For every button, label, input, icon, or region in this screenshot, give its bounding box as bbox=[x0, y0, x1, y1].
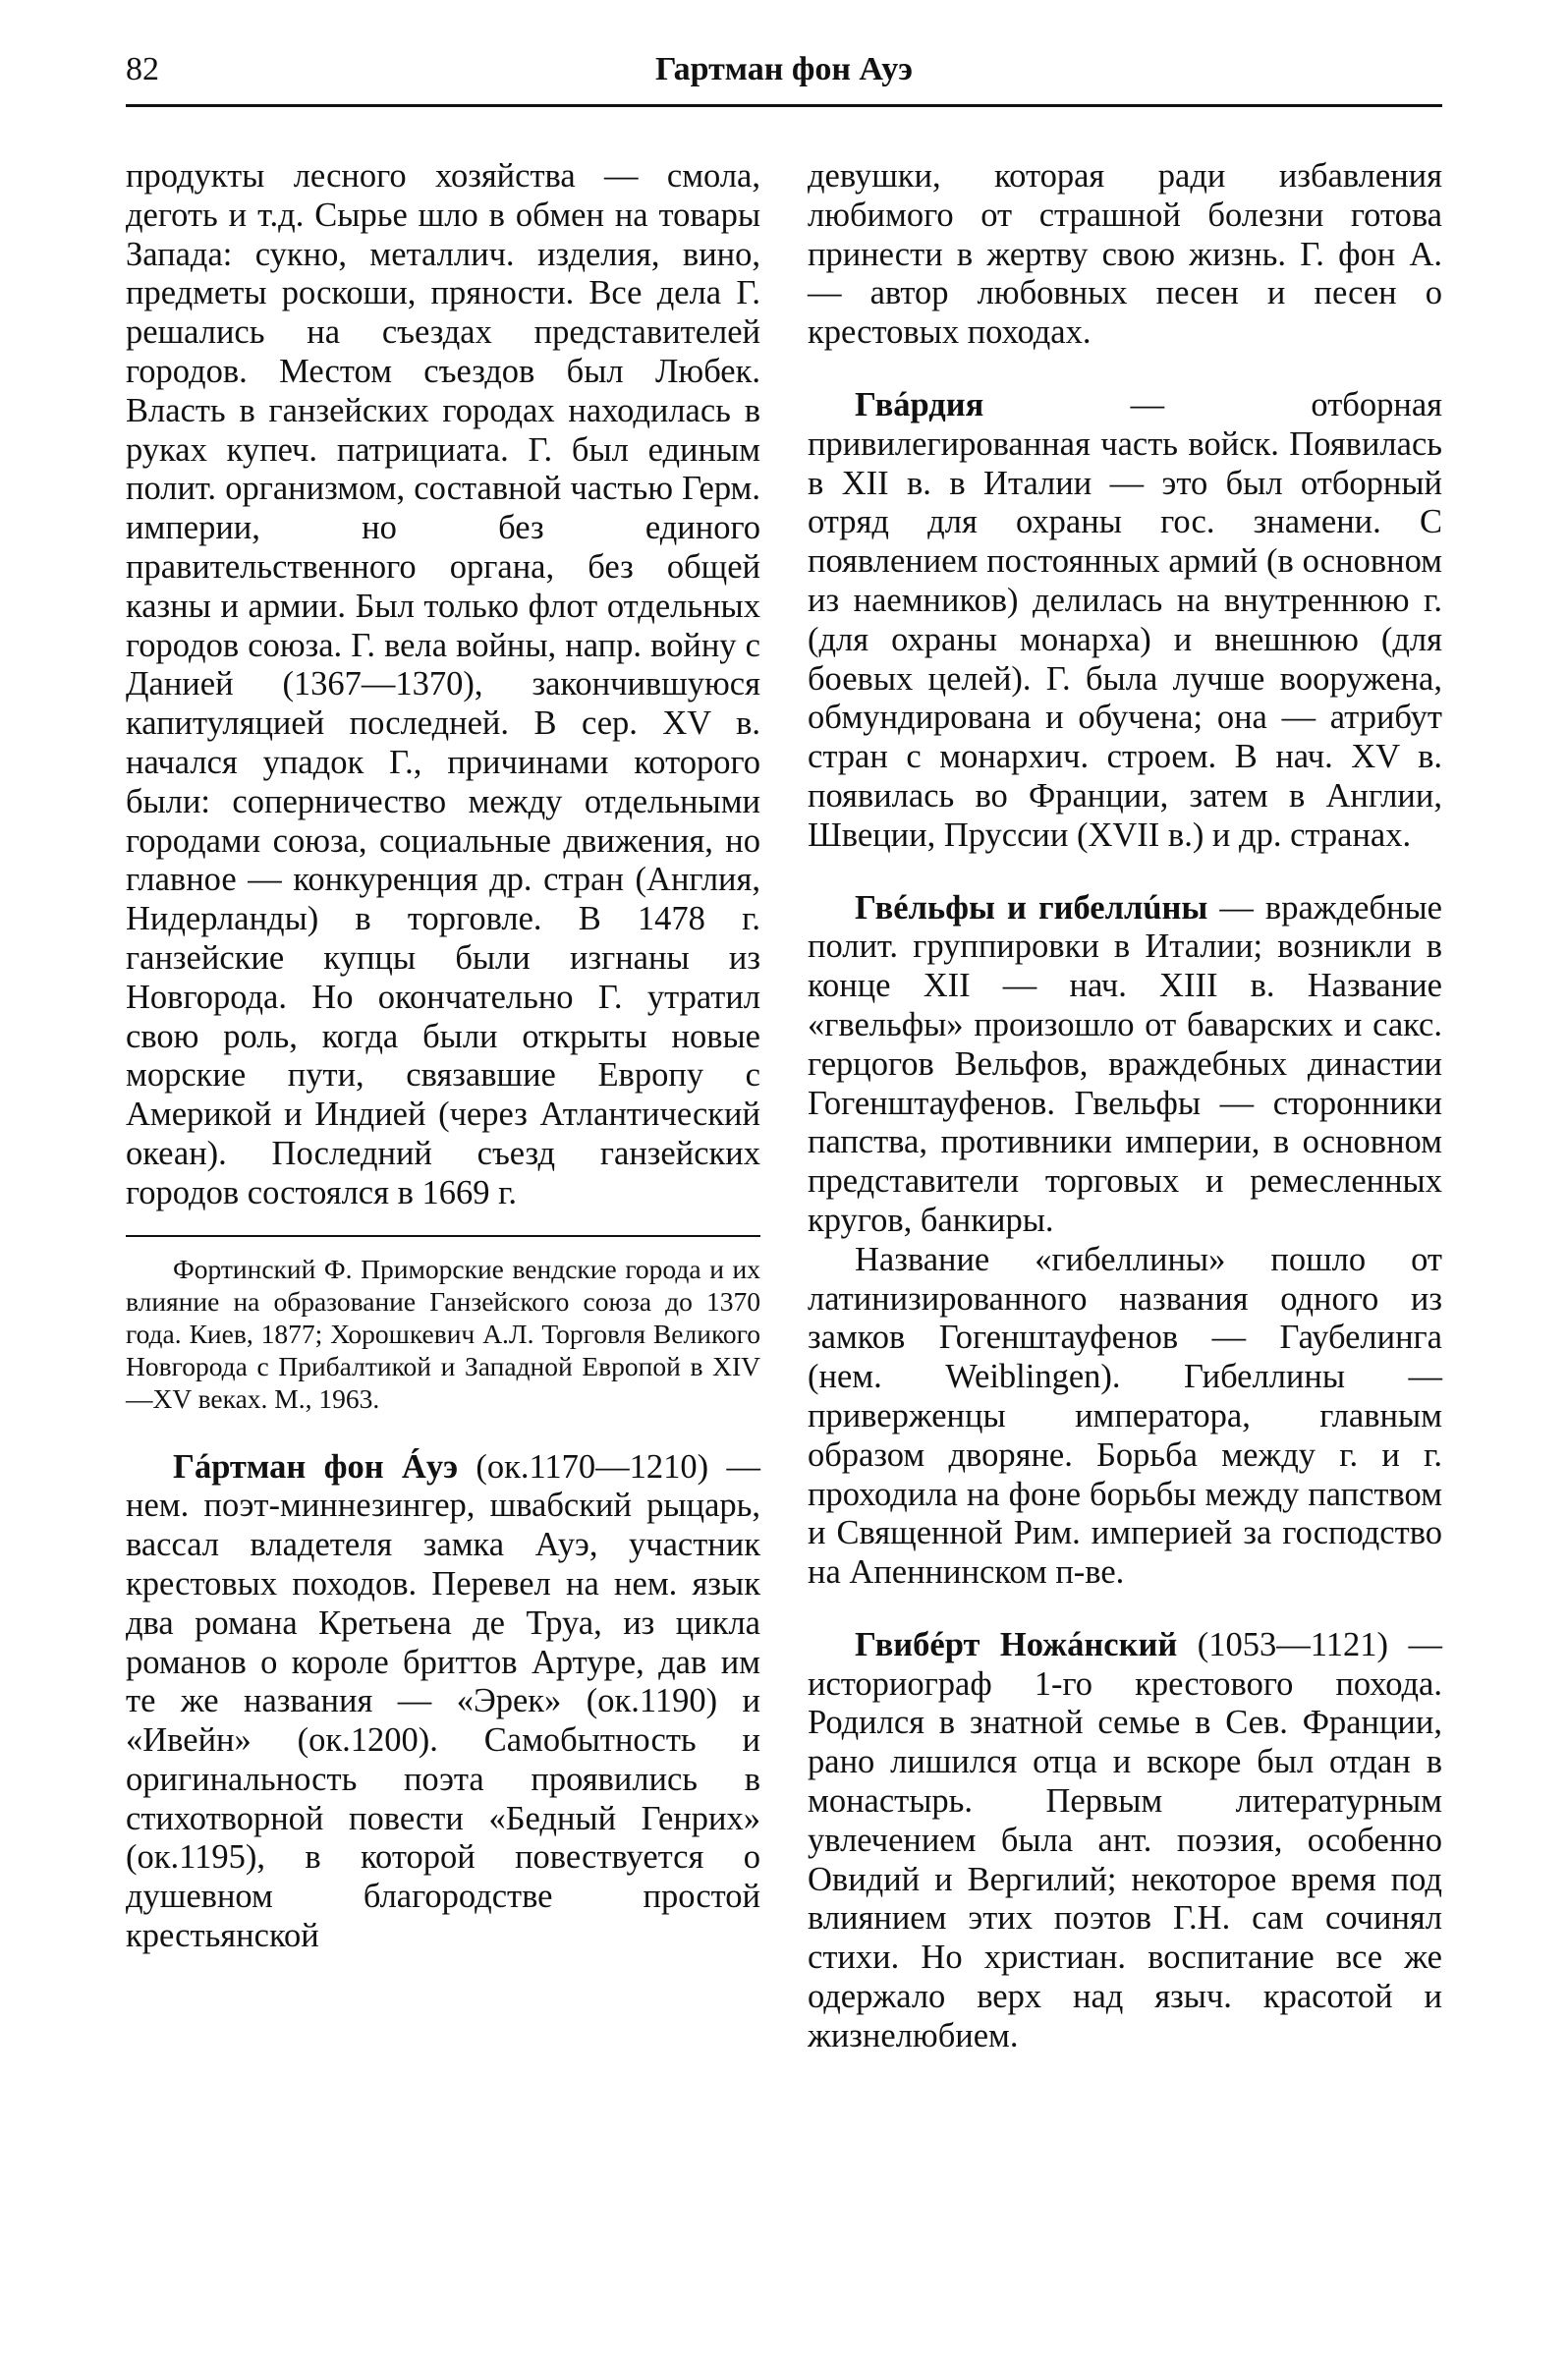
entry-guard-text: — отборная привилегированная часть войск. Появилась в XII в. в Италии — это был отборный отряд для охраны гос. знамени. С появлением постоянных армий (в основном из наемников) делилась на внутреннюю г. (для охраны монарха) и внешнюю (для боевых целей). Г. была лучше вооружена, обмундирована и обучена; она — атрибут стран с монархич. строем. В нач. XV в. появилась во Франции, затем в Англии, Швеции, Пруссии (XVII в.) и др. странах. bbox=[808, 385, 1442, 854]
literature-references: Фортинский Ф. Приморские вендские города и их влияние на образование Ганзейского союза до 1370 года. Киев, 1877; Хорошкевич А.Л. Торговля Великого Новгорода с Прибалтикой и Западной Европой в XIV—XV веках. М., 1963. bbox=[126, 1253, 760, 1414]
entry-hartmann bbox=[126, 1448, 760, 1956]
entry-hartmann-text: (ок.1170—1210) — нем. поэт-миннезингер, швабский рыцарь, вассал владетеля замка Ауэ, участник крестовых походов. Перевел на нем. язык два романа Кретьена де Труа, из цикла романов о короле бриттов Артуре, дав им те же названия — «Эрек» (ок.1190) и «Ивейн» (ок.1200). Самобытность и оригинальность поэта проявились в стихотворной повести «Бедный Генрих» (ок.1195), в которой повествуется о душевном благородстве простой крестьянской bbox=[126, 1447, 760, 1955]
running-title: Гартман фон Ауэ bbox=[655, 51, 913, 87]
entry-hartmann-term: Гáртман фон Áуэ bbox=[173, 1447, 458, 1486]
entry-guard bbox=[808, 386, 1442, 856]
left-column bbox=[126, 157, 760, 1956]
hansa-continuation: продукты лесного хозяйства — смола, деготь и т.д. Сырье шло в обмен на товары Запада: сукно, металлич. изделия, вино, предметы роскоши, пряности. Все дела Г. решались на съездах представителей городов. Местом съездов был Любек. Власть в ганзейских городах находилась в руках купеч. патрициата. Г. был единым полит. организмом, составной частью Герм. империи, но без единого правительственного органа, без общей казны и армии. Был только флот отдельных городов союза. Г. вела войны, напр. войну с Данией (1367—1370), закончившуюся капитуляцией последней. В сер. XV в. начался упадок Г., причинами которого были: соперничество между отдельными городами союза, социальные движения, но главное — конкуренция др. стран (Англия, Нидерланды) в торговле. В 1478 г. ганзейские купцы были изгнаны из Новгорода. Но окончательно Г. утратил свою роль, когда были открыты новые морские пути, связавшие Европу с Америкой и Индией (через Атлантический океан). Последний съезд ганзейских городов состоялся в 1669 г. bbox=[126, 157, 760, 1211]
entry-guelphs bbox=[808, 889, 1442, 1241]
entry-guelphs-paragraph-2: Название «гибеллины» пошло от латинизированного названия одного из замков Гогенштауфенов — Гаубелинга (нем. Weiblingen). Гибеллины — приверженцы императора, главным образом дворяне. Борьба между г. и г. проходила на фоне борьбы между папством и Священной Рим. империей за господство на Апеннинском п-ве. bbox=[808, 1240, 1442, 1592]
right-column bbox=[808, 157, 1442, 2056]
page-header bbox=[126, 51, 1442, 110]
entry-guelphs-term: Гвéльфы и гибеллúны bbox=[855, 888, 1208, 927]
entry-guelphs-text: — враждебные полит. группировки в Италии; возникли в конце XII — нач. XIII в. Название «гвельфы» произошло от баварских и сакс. герцогов Вельфов, враждебных династии Гогенштауфенов. Гвельфы — сторонники папства, противники империи, в основном представители торговых и ремесленных кругов, банкиры. bbox=[808, 888, 1442, 1239]
entry-guard-term: Гвáрдия bbox=[855, 385, 984, 423]
page-number: 82 bbox=[126, 51, 159, 87]
literature-divider bbox=[126, 1235, 760, 1237]
header-rule bbox=[126, 104, 1442, 107]
entry-guibert bbox=[808, 1626, 1442, 2056]
entry-guibert-text: (1053—1121) — историограф 1-го крестового похода. Родился в знатной семье в Сев. Франции, рано лишился отца и вскоре был отдан в монастырь. Первым литературным увлечением была ант. поэзия, особенно Овидий и Вергилий; некоторое время под влиянием этих поэтов Г.Н. сам сочинял стихи. Но христиан. воспитание все же одержало верх над языч. красотой и жизнелюбием. bbox=[808, 1625, 1442, 2054]
hartmann-continuation: девушки, которая ради избавления любимого от страшной болезни готова принести в жертву свою жизнь. Г. фон А. — автор любовных песен и песен о крестовых походах. bbox=[808, 157, 1442, 352]
entry-guibert-term: Гвибéрт Ножáнский bbox=[855, 1625, 1178, 1663]
